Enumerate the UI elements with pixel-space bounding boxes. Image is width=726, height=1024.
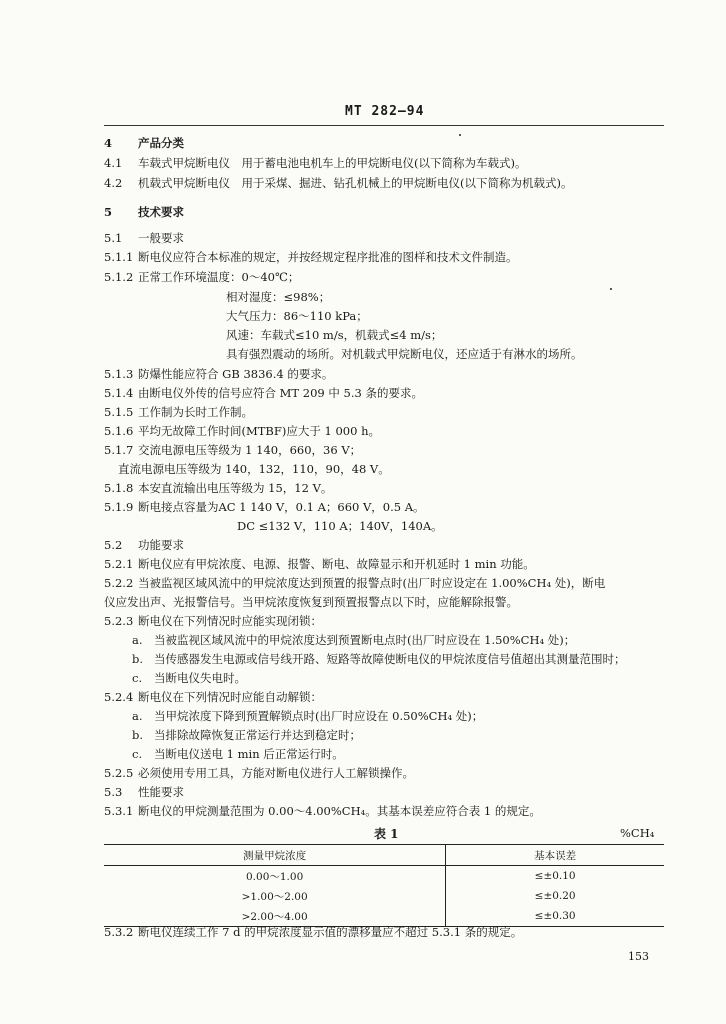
- clause-line: 5.3.2 断电仪连续工作 7 d 的甲烷浓度显示值的漂移量应不超过 5.3.1 条的规定。: [104, 925, 523, 939]
- clause-line: 4.1 车载式甲烷断电仪 用于蓄电池电机车上的甲烷断电仪(以下简称为车载式)。: [104, 156, 527, 170]
- page-number: 153: [628, 950, 649, 963]
- indented-line: 相对湿度：≤98%；: [226, 290, 331, 304]
- clause-line: 5.3.1 断电仪的甲烷测量范围为 0.00～4.00%CH₄。其基本误差应符合表 1 的规定。: [104, 804, 541, 818]
- table-row: [104, 866, 664, 887]
- header-rule: [104, 125, 664, 126]
- standard-header: MT 282—94: [345, 104, 425, 119]
- clause-line: 5.1.8 本安直流输出电压等级为 15，12 V。: [104, 481, 333, 495]
- table-cell: ≤±0.20: [534, 890, 576, 902]
- clause-line: 5.1.5 工作制为长时工作制。: [104, 405, 253, 419]
- list-item: c. 当断电仪送电 1 min 后正常运行时。: [132, 747, 344, 761]
- clause-line: 5.2.4 断电仪在下列情况时应能自动解锁：: [104, 690, 322, 704]
- clause-line: 5.1.3 防爆性能应符合 GB 3836.4 的要求。: [104, 367, 334, 381]
- clause-line: 5.1.9 断电接点容量为AC 1 140 V，0.1 A；660 V，0.5 A。: [104, 500, 425, 514]
- clause-line: 5.1.7 交流电源电压等级为 1 140，660，36 V；: [104, 443, 362, 457]
- table-row: [104, 886, 664, 906]
- table-unit: %CH₄: [620, 826, 655, 840]
- clause-line: 5.2 功能要求: [104, 538, 184, 552]
- clause-line: 5.1.1 断电仪应符合本标准的规定，并按经规定程序批准的图样和技术文件制造。: [104, 250, 518, 264]
- scan-speck: [459, 134, 461, 136]
- table-cell: >2.00～4.00: [104, 906, 446, 927]
- indented-line: DC ≤132 V，110 A；140V，140A。: [237, 519, 443, 533]
- section-heading: 4 产品分类: [104, 136, 184, 150]
- clause-line: 5.2.5 必须使用专用工具，方能对断电仪进行人工解锁操作。: [104, 766, 414, 780]
- clause-line: 5.1.2 正常工作环境温度：0～40℃；: [104, 270, 300, 284]
- clause-line: 5.2.2 当被监视区域风流中的甲烷浓度达到预置的报警点时(出厂时应设定在 1.00%CH₄ 处)，断电: [104, 576, 606, 590]
- clause-line: 5.1.4 由断电仪外传的信号应符合 MT 209 中 5.3 条的要求。: [104, 386, 423, 400]
- list-item: a. 当被监视区域风流中的甲烷浓度达到预置断电点时(出厂时应设在 1.50%CH₄ 处)；: [132, 633, 576, 647]
- scan-speck: [610, 288, 612, 290]
- clause-line: 5.2.3 断电仪在下列情况时应能实现闭锁：: [104, 614, 322, 628]
- clause-line: 5.1 一般要求: [104, 231, 184, 245]
- clause-line: 5.1.6 平均无故障工作时间(MTBF)应大于 1 000 h。: [104, 424, 380, 438]
- column-header: 测量甲烷浓度: [104, 845, 446, 866]
- clause-line: 5.3 性能要求: [104, 785, 184, 799]
- indented-line: 具有强烈震动的场所。对机载式甲烷断电仪，还应适于有淋水的场所。: [226, 347, 583, 361]
- clause-line: 4.2 机载式甲烷断电仪 用于采煤、掘进、钻孔机械上的甲烷断电仪(以下简称为机载式)。: [104, 176, 573, 190]
- error-table: [104, 845, 664, 927]
- table-row: [104, 906, 664, 927]
- indented-line: 直流电源电压等级为 140，132，110，90，48 V。: [118, 462, 390, 476]
- table-caption: 表 1: [374, 827, 399, 841]
- continuation-line: 仪应发出声、光报警信号。当甲烷浓度恢复到预置报警点以下时，应能解除报警。: [104, 595, 518, 609]
- list-item: b. 当排除故障恢复正常运行并达到稳定时；: [132, 728, 361, 742]
- column-header: 基本误差: [446, 845, 664, 866]
- table-cell: >1.00～2.00: [104, 886, 446, 906]
- list-item: b. 当传感器发生电源或信号线开路、短路等故障使断电仪的甲烷浓度信号值超出其测量范围时；: [132, 652, 626, 666]
- table-cell: ≤±0.30: [446, 906, 664, 927]
- indented-line: 风速：车载式≤10 m/s，机载式≤4 m/s；: [226, 328, 443, 342]
- clause-line: 5.2.1 断电仪应有甲烷浓度、电源、报警、断电、故障显示和开机延时 1 min 功能。: [104, 557, 535, 571]
- section-heading: 5 技术要求: [104, 205, 184, 219]
- indented-line: 大气压力：86～110 kPa；: [226, 309, 368, 323]
- list-item: a. 当甲烷浓度下降到预置解锁点时(出厂时应设在 0.50%CH₄ 处)；: [132, 709, 484, 723]
- list-item: c. 当断电仪失电时。: [132, 671, 246, 685]
- table-cell: ≤±0.10: [534, 870, 576, 882]
- table-cell: 0.00～1.00: [104, 866, 446, 887]
